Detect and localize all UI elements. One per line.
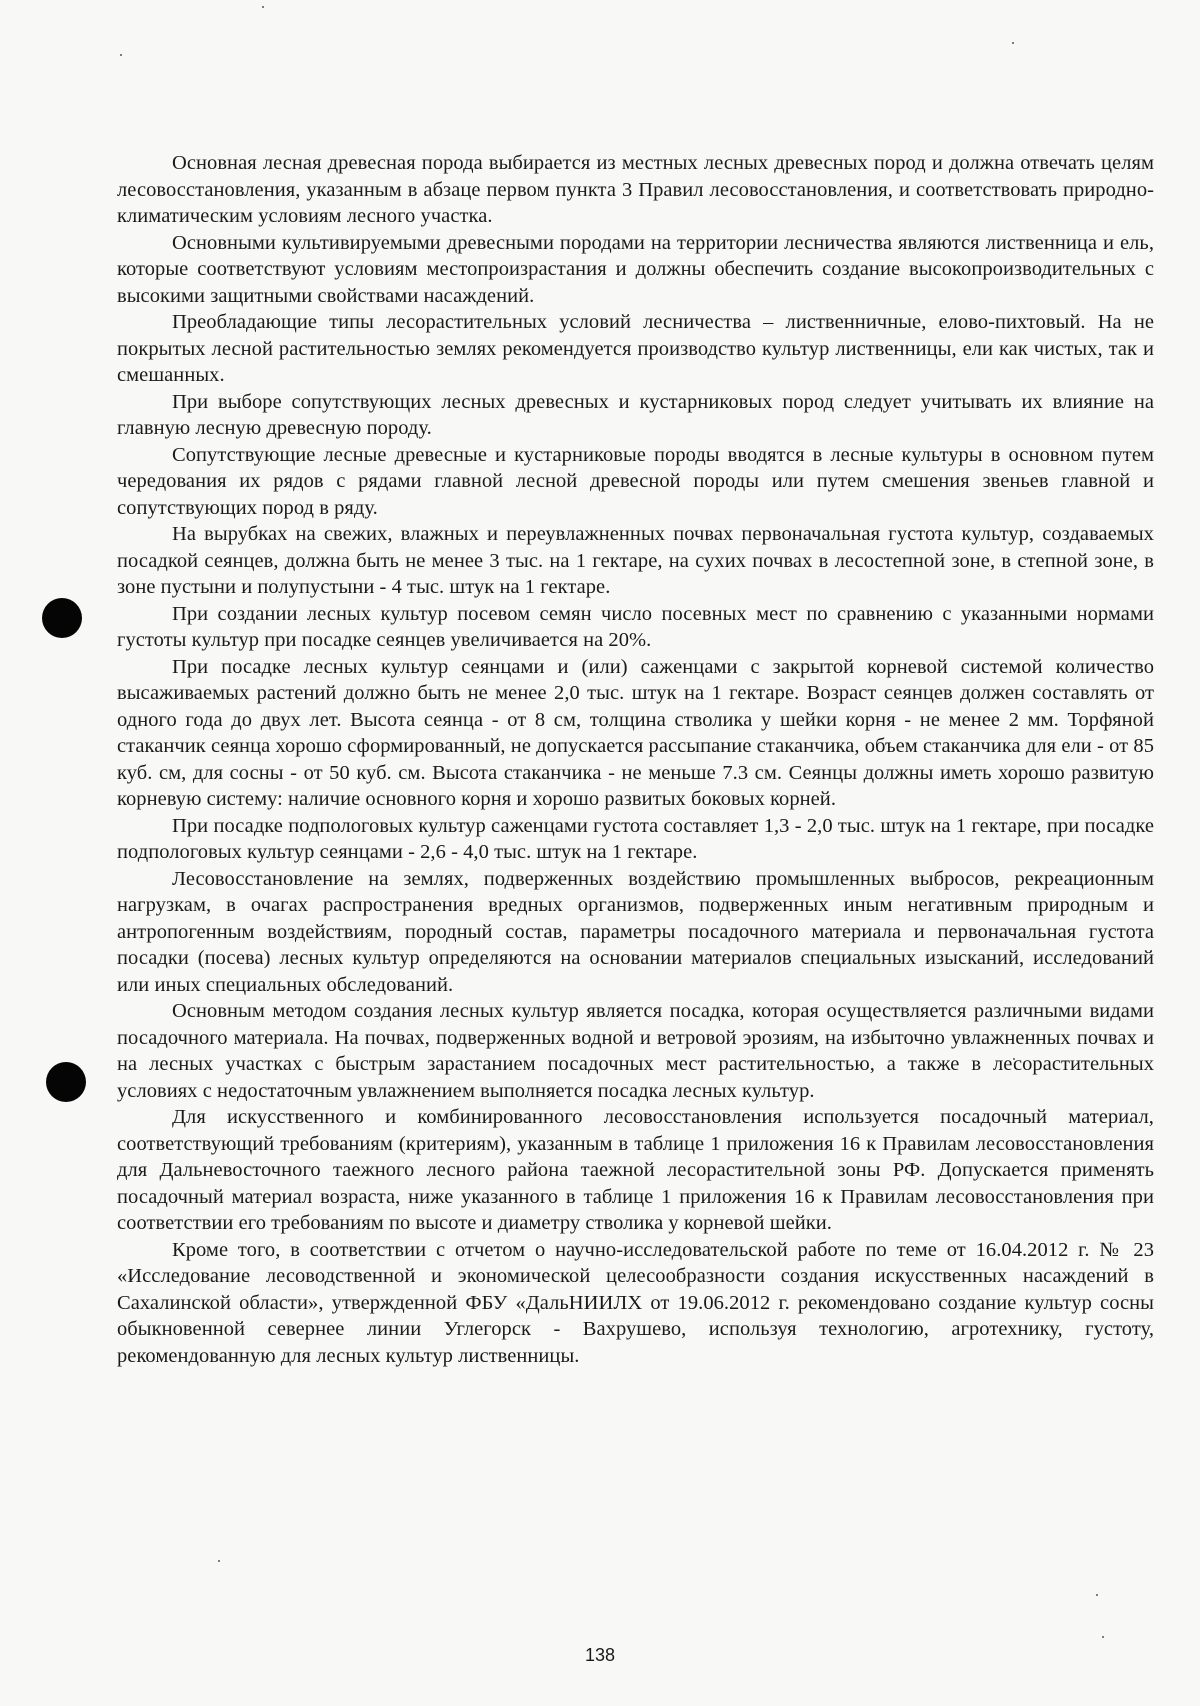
paragraph: Основными культивируемыми древесными породами на территории лесничества являются лиственница и ель, которые соответствуют условиям местопроизрастания и должны обеспечить создание высокопроизводительных с высокими защитными свойствами насаждений. xyxy=(117,231,1154,307)
punch-hole-top xyxy=(42,598,82,638)
scan-speck xyxy=(1012,42,1014,44)
scan-speck xyxy=(262,6,264,8)
punch-hole-bottom xyxy=(46,1062,86,1102)
scan-speck xyxy=(218,1560,220,1562)
paragraph: Кроме того, в соответствии с отчетом о научно-исследовательской работе по теме от 16.04.2012 г. № 23 «Исследование лесоводственной и экономической целесообразности создания искусственных насаждений в Сахалинской области», утвержденной ФБУ «ДальНИИЛХ от 19.06.2012 г. рекомендовано создание культур сосны обыкновенной севернее линии Углегорск - Вахрушево, используя технологию, агротехнику, густоту, рекомендованную для лесных культур лиственницы. xyxy=(117,1238,1154,1367)
paragraph: Лесовосстановление на землях, подверженных воздействию промышленных выбросов, рекреационным нагрузкам, в очагах распространения вредных организмов, подверженных иным негативным природным и антропогенным воздействиям, породный состав, параметры посадочного материала и первоначальная густота посадки (посева) лесных культур определяются на основании материалов специальных изысканий, исследований или иных специальных обследований. xyxy=(117,867,1154,996)
page-number: 138 xyxy=(584,1645,616,1665)
paragraph: Преобладающие типы лесорастительных условий лесничества – лиственничные, елово-пихтовый. На не покрытых лесной растительностью землях рекомендуется производство культур лиственницы, ели как чистых, так и смешанных. xyxy=(117,311,1154,386)
document-body xyxy=(117,150,1154,1369)
scan-speck xyxy=(1102,1636,1104,1638)
scan-speck xyxy=(1096,1594,1098,1596)
scan-speck xyxy=(120,54,122,56)
paragraph: Сопутствующие лесные древесные и кустарниковые породы вводятся в лесные культуры в основном путем чередования их рядов с рядами главной лесной древесной породы или путем смешения звеньев главной и сопутствующих пород в ряду. xyxy=(117,443,1154,519)
paragraph: Основная лесная древесная порода выбирается из местных лесных древесных пород и должна отвечать целям лесовосстановления, указанным в абзаце первом пункта 3 Правил лесовосстановления, и соответствовать природно-климатическим условиям лесного участка. xyxy=(117,152,1154,227)
paragraph: При создании лесных культур посевом семян число посевных мест по сравнению с указанными нормами густоты культур при посадке сеянцев увеличивается на 20%. xyxy=(117,602,1154,651)
paragraph: На вырубках на свежих, влажных и переувлажненных почвах первоначальная густота культур, создаваемых посадкой сеянцев, должна быть не менее 3 тыс. на 1 гектаре, на сухих почвах в лесостепной зоне, в степной зоне, в зоне пустыни и полупустыни - 4 тыс. штук на 1 гектаре. xyxy=(117,523,1154,598)
paragraph: При посадке лесных культур сеянцами и (или) саженцами с закрытой корневой системой количество высаживаемых растений должно быть не менее 2,0 тыс. штук на 1 гектаре. Возраст сеянцев должен составлять от одного года до двух лет. Высота сеянца - от 8 см, толщина стволика у шейки корня - не менее 2 мм. Торфяной стаканчик сеянца хорошо сформированный, не допускается рассыпание стаканчика, объем стаканчика для ели - от 85 куб. см, для сосны - от 50 куб. см. Высота стаканчика - не меньше 7.3 см. Сеянцы должны иметь хорошо развитую корневую систему: наличие основного корня и хорошо развитых боковых корней. xyxy=(117,655,1154,810)
paragraph: При выборе сопутствующих лесных древесных и кустарниковых пород следует учитывать их влияние на главную лесную древесную породу. xyxy=(117,390,1154,439)
paragraph: Для искусственного и комбинированного лесовосстановления используется посадочный материал, соответствующий требованиям (критериям), указанным в таблице 1 приложения 16 к Правилам лесовосстановления для Дальневосточного таежного лесного района таежной лесорастительной зоны РФ. Допускается применять посадочный материал возраста, ниже указанного в таблице 1 приложения 16 к Правилам лесовосстановления при соответствии его требованиям по высоте и диаметру стволика у корневой шейки. xyxy=(117,1106,1154,1234)
paragraph: Основным методом создания лесных культур является посадка, которая осуществляется различными видами посадочного материала. На почвах, подверженных водной и ветровой эрозиям, на избыточно увлажненных почвах и на лесных участках с быстрым зарастанием посадочных мест растительностью, а также в лесорастительных условиях с недостаточным увлажнением выполняется посадка лесных культур. xyxy=(117,1000,1154,1102)
paragraph: При посадке подпологовых культур саженцами густота составляет 1,3 - 2,0 тыс. штук на 1 гектаре, при посадке подпологовых культур сеянцами - 2,6 - 4,0 тыс. штук на 1 гектаре. xyxy=(117,814,1154,863)
